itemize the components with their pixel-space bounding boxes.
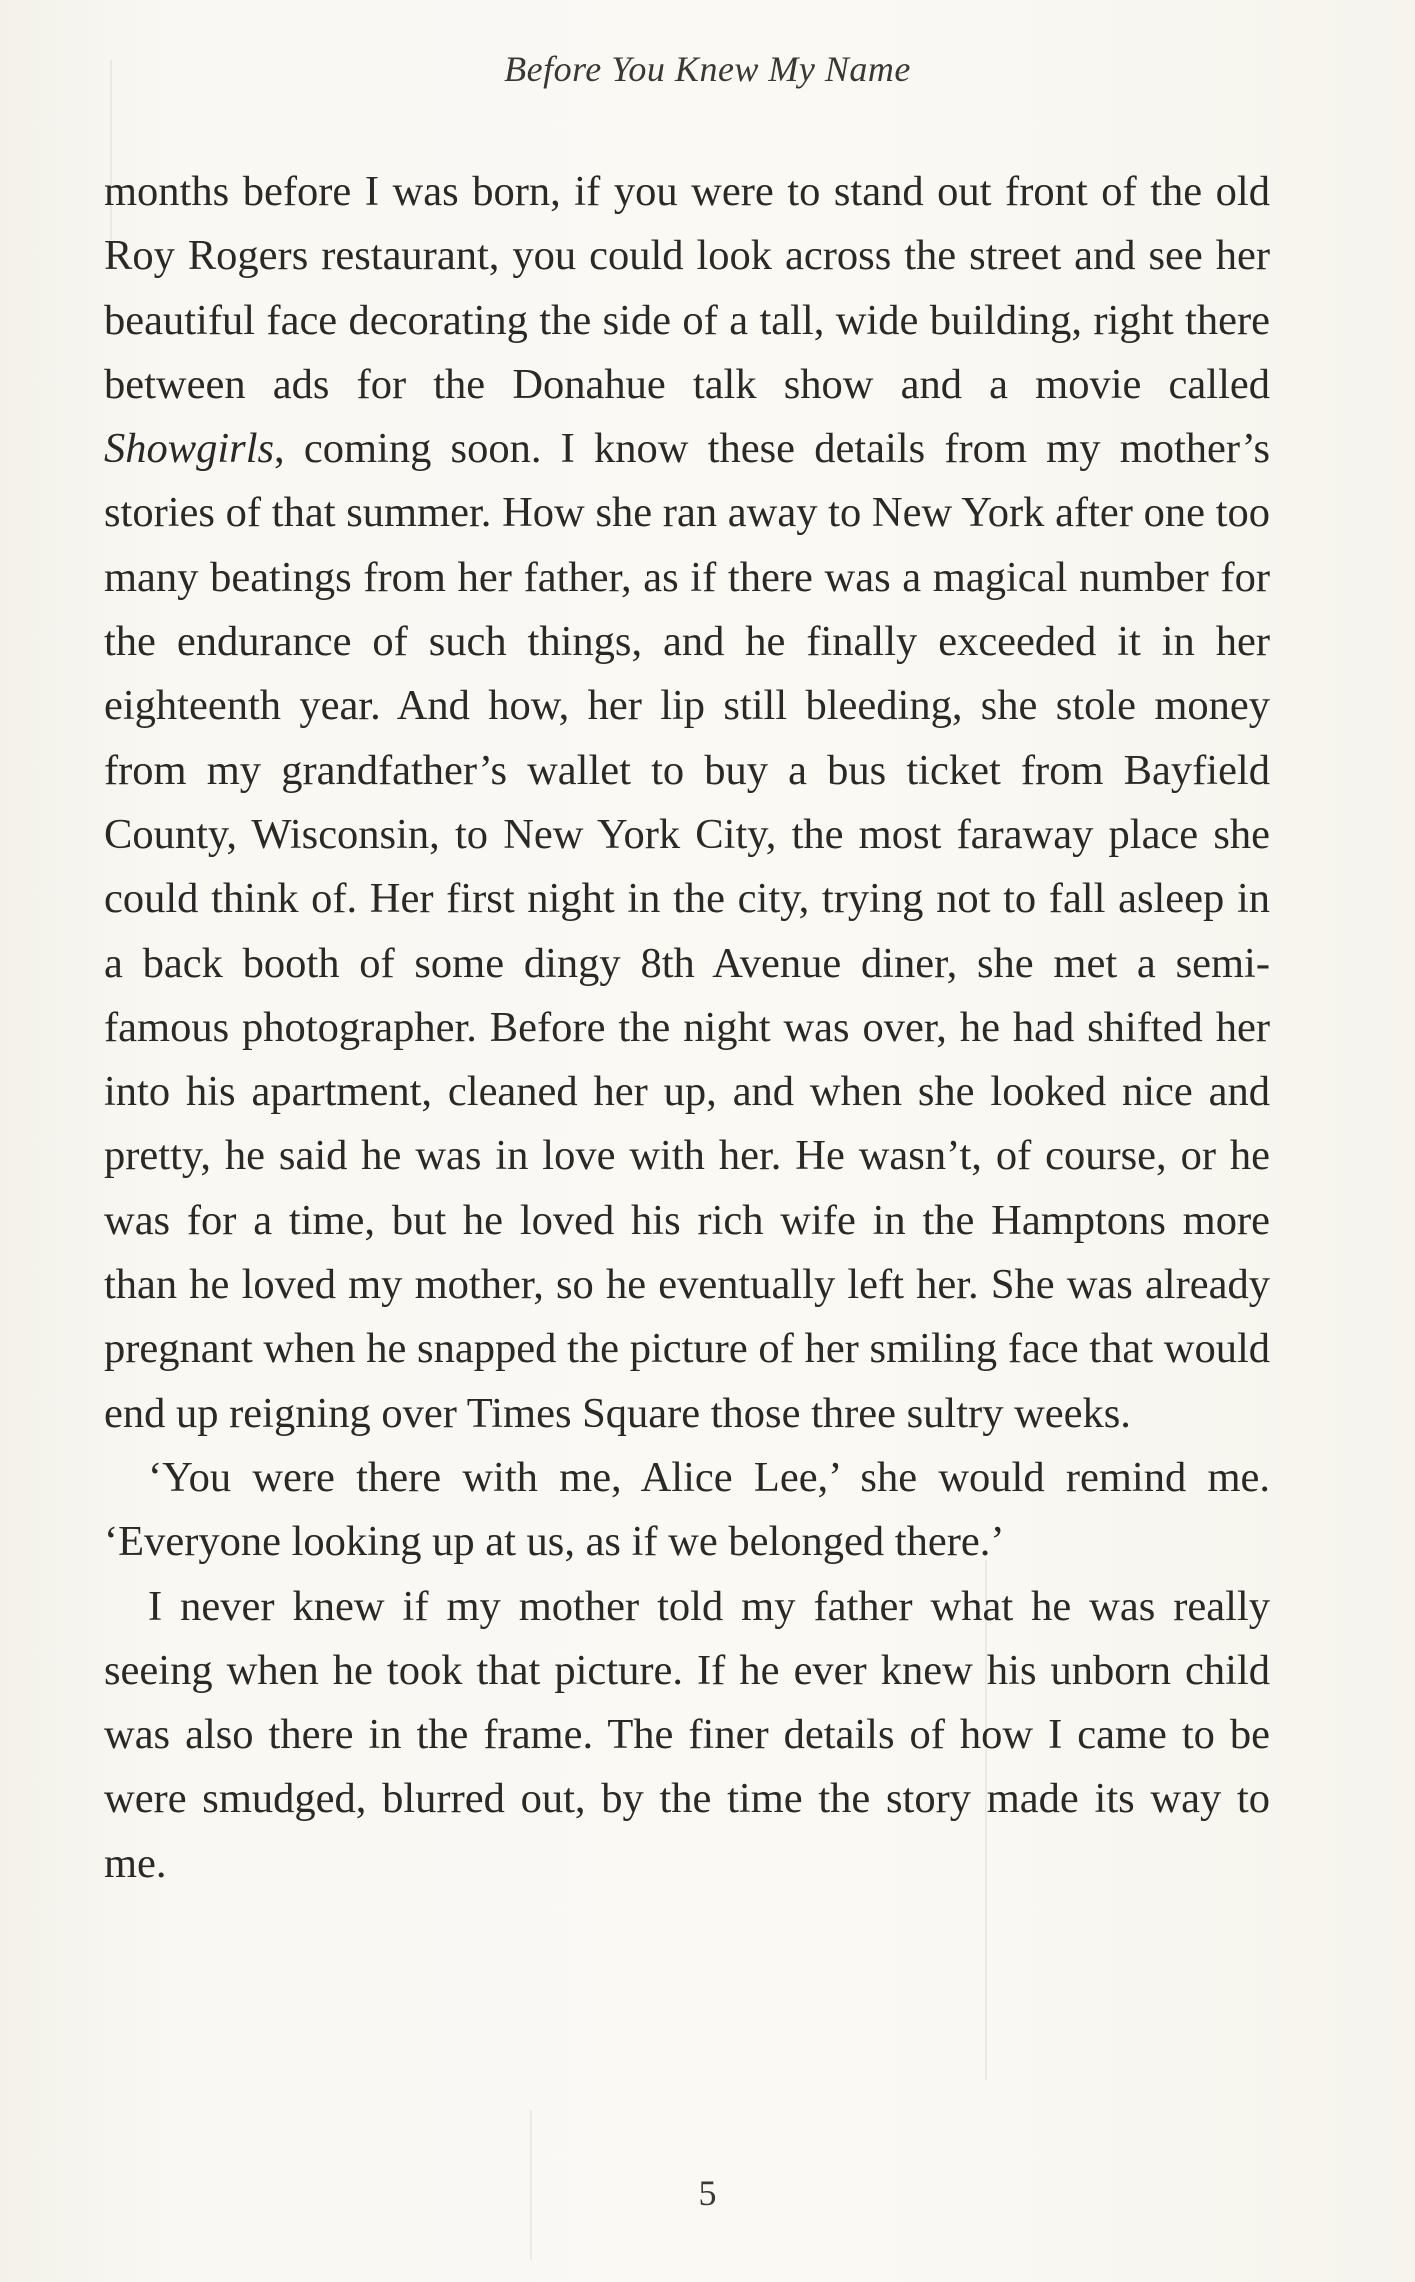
body-text — [104, 160, 1270, 1896]
text-segment: , coming soon. I know these details from my mother’s stories of that summer. How she ran away to New York after one too many beatings from her father, as if there was a magical number for the endurance of such things, and he finally exceeded it in her eighteenth year. And how, her lip still bleeding, she stole money from my grandfather’s wallet to buy a bus ticket from Bayfield County, Wisconsin, to New York City, the most faraway place she could think of. Her first night in the city, trying not to fall asleep in a back booth of some dingy 8th Avenue diner, she met a semi-famous photographer. Before the night was over, he had shifted her into his apartment, cleaned her up, and when she looked nice and pretty, he said he was in love with her. He wasn’t, of course, or he was for a time, but he loved his rich wife in the Hamptons more than he loved my mother, so he eventually left her. She was already pregnant when he snapped the picture of her smiling face that would end up reigning over Times Square those three sultry weeks. — [104, 425, 1270, 1437]
running-head: Before You Knew My Name — [504, 49, 911, 89]
paragraph — [104, 1575, 1270, 1896]
text-segment: ‘You were there with me, Alice Lee,’ she would remind me. ‘Everyone looking up at us, as if we belonged there.’ — [104, 1453, 1270, 1566]
page-number: 5 — [698, 2173, 717, 2213]
text-segment: I never knew if my mother told my father what he was really seeing when he took that picture. If he ever knew his unborn child was also there in the frame. The finer details of how I came to be were smudged, blurred out, by the time the story made its way to me. — [104, 1582, 1270, 1887]
italic-title: Showgirls — [104, 425, 275, 473]
text-segment: months before I was born, if you were to stand out front of the old Roy Rogers restaurant, you could look across the street and see her beautiful face decorating the side of a tall, wide building, right there between ads for the Donahue talk show and a movie called — [104, 168, 1270, 408]
paragraph — [104, 1446, 1270, 1575]
paragraph — [104, 160, 1270, 1446]
